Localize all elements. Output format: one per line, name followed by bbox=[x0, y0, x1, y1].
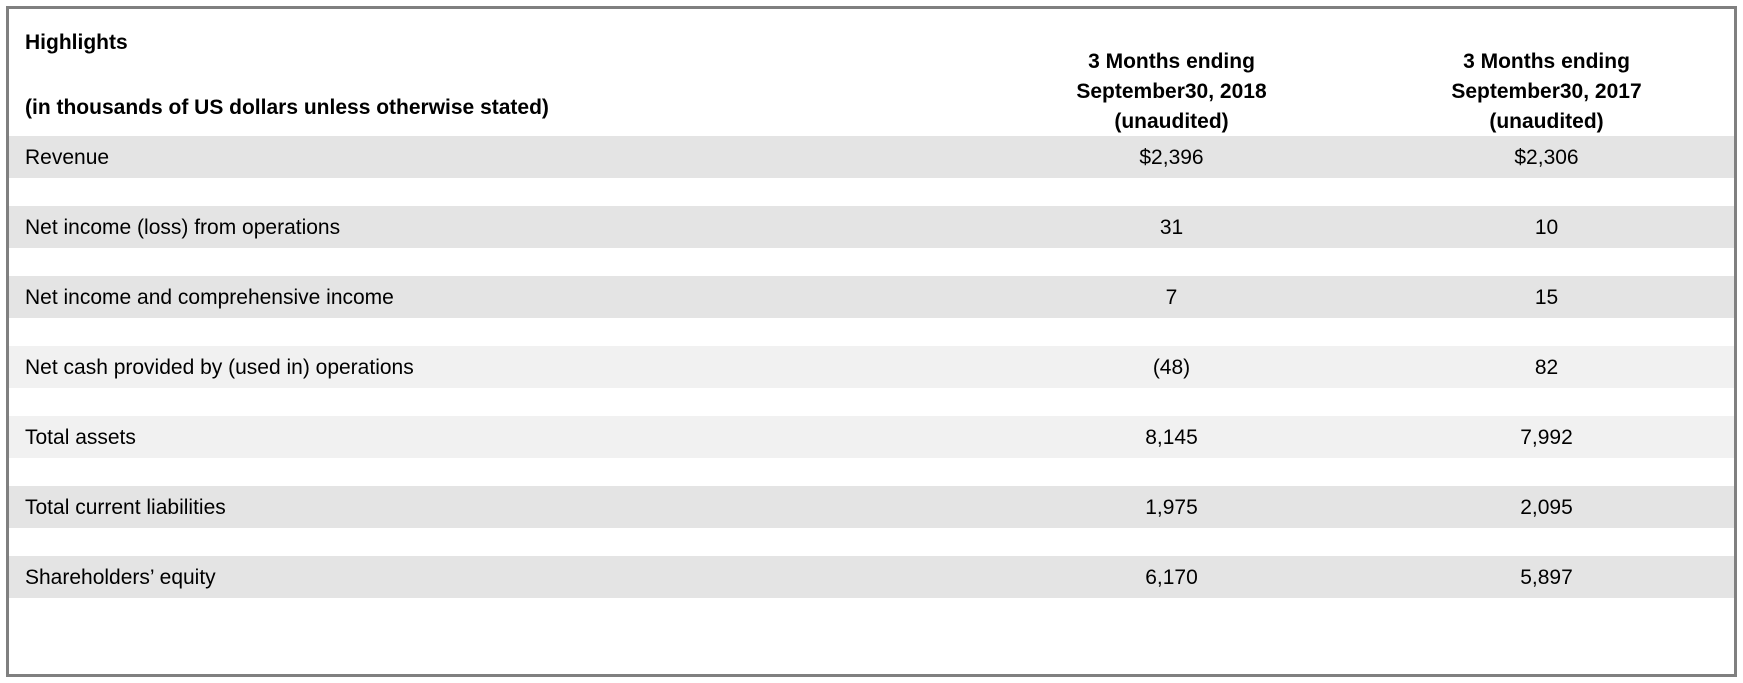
row-spacer bbox=[9, 528, 1734, 556]
row-value-2017: $2,306 bbox=[1359, 136, 1734, 178]
row-label: Net income and comprehensive income bbox=[9, 276, 984, 318]
row-label: Net income (loss) from operations bbox=[9, 206, 984, 248]
header-row bbox=[9, 9, 1734, 136]
row-value-2018: 31 bbox=[984, 206, 1359, 248]
spacer-cell bbox=[984, 528, 1359, 556]
spacer-cell bbox=[984, 388, 1359, 416]
spacer-cell bbox=[1359, 458, 1734, 486]
header-subtitle: (in thousands of US dollars unless otherwise stated) bbox=[25, 96, 549, 120]
spacer-cell bbox=[9, 528, 984, 556]
spacer-cell bbox=[9, 458, 984, 486]
table-row bbox=[9, 276, 1734, 318]
row-value-2017: 15 bbox=[1359, 276, 1734, 318]
spacer-cell bbox=[1359, 318, 1734, 346]
row-value-2018: 8,145 bbox=[984, 416, 1359, 458]
row-value-2017: 5,897 bbox=[1359, 556, 1734, 598]
spacer-cell bbox=[984, 458, 1359, 486]
spacer-cell bbox=[9, 248, 984, 276]
header-column-2017 bbox=[1359, 9, 1734, 136]
row-value-2018: 6,170 bbox=[984, 556, 1359, 598]
spacer-cell bbox=[984, 318, 1359, 346]
row-spacer bbox=[9, 458, 1734, 486]
header-column-2017-line3: (unaudited) bbox=[1489, 109, 1604, 133]
table-header bbox=[9, 9, 1734, 136]
table-row bbox=[9, 486, 1734, 528]
row-spacer bbox=[9, 248, 1734, 276]
spacer-cell bbox=[9, 318, 984, 346]
table-row bbox=[9, 206, 1734, 248]
header-column-2018 bbox=[984, 9, 1359, 136]
spacer-cell bbox=[1359, 528, 1734, 556]
row-spacer bbox=[9, 178, 1734, 206]
row-label: Revenue bbox=[9, 136, 984, 178]
header-column-2017-line1: 3 Months ending bbox=[1463, 50, 1630, 73]
row-label: Total current liabilities bbox=[9, 486, 984, 528]
row-value-2018: (48) bbox=[984, 346, 1359, 388]
spacer-cell bbox=[984, 178, 1359, 206]
row-value-2017: 82 bbox=[1359, 346, 1734, 388]
header-column-2018-line3: (unaudited) bbox=[1114, 109, 1229, 133]
table-body bbox=[9, 136, 1734, 598]
header-column-2017-line2: September30, 2017 bbox=[1451, 79, 1642, 103]
highlights-table bbox=[9, 9, 1734, 598]
row-label: Net cash provided by (used in) operations bbox=[9, 346, 984, 388]
row-value-2018: 1,975 bbox=[984, 486, 1359, 528]
row-value-2017: 7,992 bbox=[1359, 416, 1734, 458]
spacer-cell bbox=[9, 388, 984, 416]
spacer-cell bbox=[1359, 248, 1734, 276]
highlights-table-frame bbox=[6, 6, 1737, 677]
row-value-2018: 7 bbox=[984, 276, 1359, 318]
row-label: Shareholders’ equity bbox=[9, 556, 984, 598]
row-label: Total assets bbox=[9, 416, 984, 458]
row-value-2018: $2,396 bbox=[984, 136, 1359, 178]
table-row bbox=[9, 416, 1734, 458]
table-row bbox=[9, 136, 1734, 178]
header-column-2018-line2: September30, 2018 bbox=[1076, 79, 1267, 103]
table-row bbox=[9, 346, 1734, 388]
spacer-cell bbox=[1359, 388, 1734, 416]
spacer-cell bbox=[1359, 178, 1734, 206]
header-column-2018-line1: 3 Months ending bbox=[1088, 50, 1255, 73]
row-value-2017: 10 bbox=[1359, 206, 1734, 248]
spacer-cell bbox=[984, 248, 1359, 276]
header-highlights-cell bbox=[9, 9, 984, 136]
row-value-2017: 2,095 bbox=[1359, 486, 1734, 528]
spacer-cell bbox=[9, 178, 984, 206]
row-spacer bbox=[9, 388, 1734, 416]
row-spacer bbox=[9, 318, 1734, 346]
table-row bbox=[9, 556, 1734, 598]
header-title: Highlights bbox=[25, 31, 128, 54]
